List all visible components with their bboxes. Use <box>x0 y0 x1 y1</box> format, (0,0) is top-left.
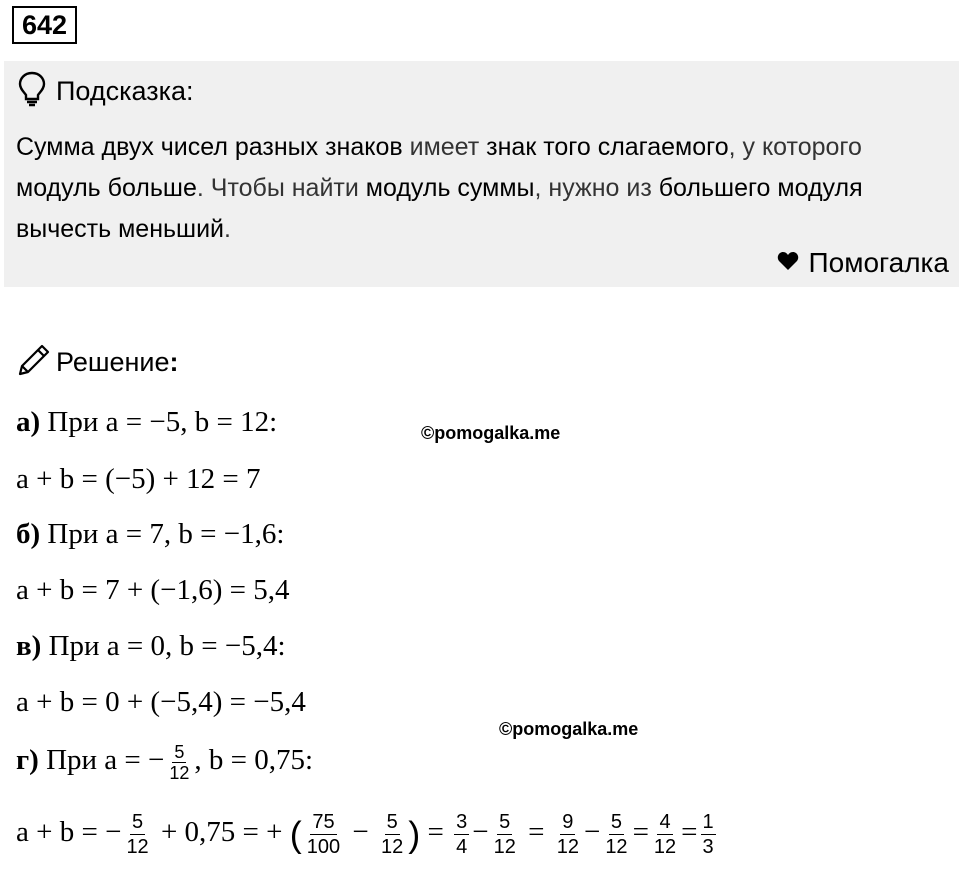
denominator: 3 <box>702 836 714 858</box>
task-number: 642 <box>12 6 77 44</box>
part-label: а) <box>16 406 41 438</box>
fraction <box>555 810 581 859</box>
hint-plain: , нужно из <box>534 174 659 202</box>
part-b-condition <box>16 518 284 551</box>
part-v-condition <box>16 630 286 663</box>
part-g-condition <box>16 742 313 783</box>
part-label: б) <box>16 518 41 550</box>
fraction <box>454 810 469 859</box>
paren-open: ( <box>289 813 302 855</box>
denominator: 4 <box>456 836 468 858</box>
hint-bold: модуль больше <box>16 174 197 202</box>
brand-name: Помогалка <box>808 247 949 278</box>
fraction <box>603 810 629 859</box>
numerator: 4 <box>659 811 671 833</box>
denominator: 12 <box>605 836 628 858</box>
numerator: 5 <box>386 811 398 833</box>
expr-text: + 0,75 = + <box>153 816 290 849</box>
solution-title <box>56 347 179 378</box>
fraction <box>305 810 342 859</box>
hint-plain: имеет <box>402 133 487 161</box>
solution-title-colon: : <box>169 347 179 377</box>
part-a-condition <box>16 406 277 439</box>
condition-text: При a = − <box>38 744 165 777</box>
hint-bold: большего модуля вычесть меньший <box>16 174 863 243</box>
hint-box <box>4 61 959 287</box>
condition-text: , b = 0,75: <box>194 744 314 777</box>
watermark: ©pomogalka.me <box>421 423 561 443</box>
numerator: 9 <box>562 811 574 833</box>
solution-title-text: Решение <box>56 347 170 377</box>
paren-close: ) <box>408 813 421 855</box>
brand <box>777 247 949 279</box>
part-a-result: a + b = (−5) + 12 = 7 <box>16 463 261 495</box>
part-label: г) <box>16 744 39 777</box>
solution-header <box>16 342 179 383</box>
lightbulb-icon <box>18 71 46 112</box>
denominator: 12 <box>169 763 190 783</box>
hint-bold: Сумма двух чисел разных знаков <box>16 133 403 161</box>
part-v-result: a + b = 0 + (−5,4) = −5,4 <box>16 686 306 718</box>
denominator: 12 <box>381 836 404 858</box>
hint-header <box>18 71 194 112</box>
numerator: 5 <box>610 811 622 833</box>
fraction <box>701 810 716 859</box>
hint-plain: . <box>224 215 231 243</box>
numerator: 75 <box>312 811 335 833</box>
part-g-result: a + b = − $\frac{5}{12}$ + 0,75 = + ( $\frac{75}{100}$ − $\frac{5}{12}$ ) = $\frac{3}{4}$ − $\frac{5}{12}$ = $\frac{9}{12}$ − $\frac{5}{12}$ = $\frac{4}{12}$ = $\frac{1}{3}$ <box>16 811 714 858</box>
hint-bold: модуль суммы <box>365 174 535 202</box>
watermark: ©pomogalka.me <box>499 719 639 739</box>
denominator: 12 <box>556 836 579 858</box>
numerator: 3 <box>456 811 468 833</box>
hint-text <box>16 127 926 250</box>
denominator: 12 <box>653 836 677 858</box>
condition-text: При a = −5, b = 12: <box>40 406 278 438</box>
fraction <box>492 810 518 859</box>
denominator: 12 <box>493 836 516 858</box>
fraction <box>167 742 191 783</box>
fraction <box>379 810 405 859</box>
condition-text: При a = 7, b = −1,6: <box>40 518 285 550</box>
numerator: 5 <box>174 742 185 762</box>
hint-title: Подсказка: <box>56 76 194 106</box>
hint-plain: . Чтобы найти <box>196 174 366 202</box>
hint-plain: , у которого <box>728 133 862 161</box>
expr-text: a + b = − <box>16 816 122 849</box>
fraction <box>652 810 678 859</box>
denominator: 100 <box>306 836 341 858</box>
part-label: в) <box>16 630 42 662</box>
pencil-icon <box>16 342 52 383</box>
part-b-result: a + b = 7 + (−1,6) = 5,4 <box>16 574 290 606</box>
hint-bold: знак того слагаемого <box>486 133 729 161</box>
heart-icon <box>777 251 799 276</box>
numerator: 1 <box>702 811 714 833</box>
numerator: 5 <box>132 811 144 833</box>
numerator: 5 <box>499 811 511 833</box>
condition-text: При a = 0, b = −5,4: <box>41 630 286 662</box>
fraction <box>124 810 150 859</box>
denominator: 12 <box>126 836 149 858</box>
